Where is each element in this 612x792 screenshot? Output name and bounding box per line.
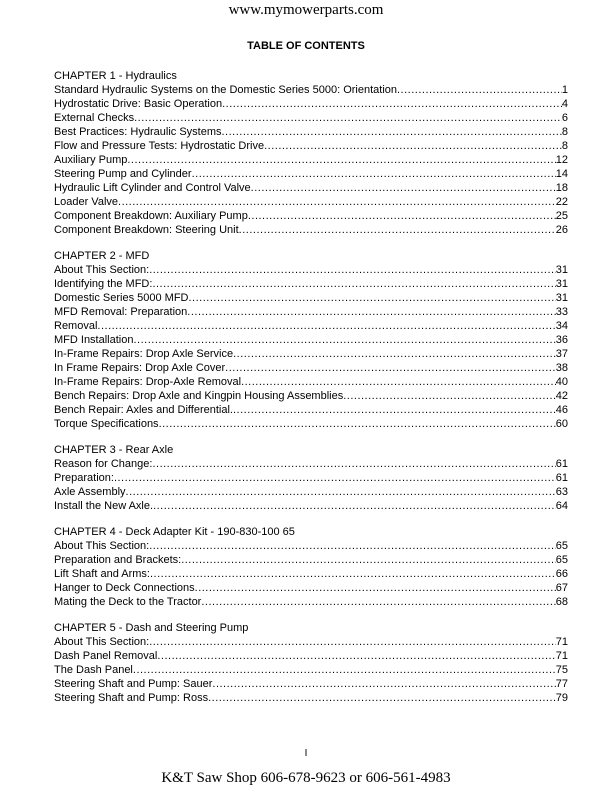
dot-leader (152, 457, 555, 471)
dot-leader (397, 83, 562, 97)
dot-leader (187, 305, 555, 319)
dot-leader (134, 111, 562, 125)
toc-entry-title: Component Breakdown: Auxiliary Pump (54, 210, 248, 222)
dot-leader (222, 125, 562, 139)
toc-entry-title: The Dash Panel (54, 664, 133, 676)
toc-chapter (54, 621, 568, 705)
toc-entry[interactable] (54, 485, 568, 499)
toc-entry-title: Axle Assembly (54, 486, 126, 498)
toc-entry-page: 6 (561, 112, 568, 124)
toc-entry-page: 18 (555, 182, 568, 194)
toc-entry-page: 4 (561, 98, 568, 110)
toc-entry-title: Hydrostatic Drive: Basic Operation (54, 98, 223, 110)
toc-entry-title: Removal (54, 320, 98, 332)
dot-leader (133, 663, 556, 677)
toc-entry-title: Loader Valve (54, 196, 119, 208)
toc-entry[interactable] (54, 97, 568, 111)
toc-entry-title: Steering Shaft and Pump: Sauer (54, 678, 213, 690)
toc-chapter (54, 249, 568, 431)
toc-entry-title: Dash Panel Removal (54, 650, 158, 662)
toc-entry-title: Bench Repairs: Drop Axle and Kingpin Housing Assemblies (54, 390, 344, 402)
toc-entry[interactable] (54, 361, 568, 375)
toc-entry-title: Standard Hydraulic Systems on the Domestic Series 5000: Orientation (54, 84, 397, 96)
toc-entry-page: 1 (561, 84, 568, 96)
toc-entry[interactable] (54, 663, 568, 677)
toc-entry-title: Best Practices: Hydraulic Systems (54, 126, 222, 138)
toc-entry[interactable] (54, 649, 568, 663)
toc-entry-title: Auxiliary Pump (54, 154, 128, 166)
dot-leader (195, 581, 556, 595)
dot-leader (233, 347, 556, 361)
toc-entry-title: In Frame Repairs: Drop Axle Cover (54, 362, 226, 374)
dot-leader (152, 277, 555, 291)
toc-entry-title: Bench Repair: Axles and Differential. (54, 404, 233, 416)
chapter-heading: CHAPTER 4 - Deck Adapter Kit - 190-830-100 65 (54, 526, 295, 538)
toc-entry[interactable] (54, 375, 568, 389)
toc-title: TABLE OF CONTENTS (247, 40, 365, 52)
toc-entry[interactable] (54, 403, 568, 417)
dot-leader (126, 485, 556, 499)
dot-leader (212, 677, 555, 691)
dot-leader (157, 649, 555, 663)
toc-entry[interactable] (54, 567, 568, 581)
toc-entry[interactable] (54, 83, 568, 97)
toc-entry-title: In-Frame Repairs: Drop Axle Service (54, 348, 234, 360)
header-url: www.mymowerparts.com (228, 2, 384, 18)
toc-entry-page: 64 (555, 500, 568, 512)
toc-entry-page: 61 (555, 458, 568, 470)
chapter-heading: CHAPTER 1 - Hydraulics (54, 70, 177, 82)
toc-entry-page: 77 (555, 678, 568, 690)
toc-entry-title: Reason for Change: (54, 458, 153, 470)
dot-leader (239, 223, 556, 237)
toc-entry-title: Install the New Axle. (54, 500, 154, 512)
table-of-contents (54, 69, 568, 717)
toc-entry-page: 71 (555, 636, 568, 648)
toc-entry-title: External Checks (54, 112, 135, 124)
toc-entry-page: 40 (555, 376, 568, 388)
toc-entry-page: 67 (555, 582, 568, 594)
chapter-heading: CHAPTER 5 - Dash and Steering Pump (54, 622, 249, 634)
toc-entry-title: Hanger to Deck Connections (54, 582, 195, 594)
toc-entry-title: Preparation and Brackets: (54, 554, 182, 566)
dot-leader (159, 417, 556, 431)
toc-entry[interactable] (54, 635, 568, 649)
toc-entry-page: 42 (555, 390, 568, 402)
toc-entry[interactable] (54, 347, 568, 361)
toc-entry-page: 34 (555, 320, 568, 332)
dot-leader (97, 319, 555, 333)
toc-entry-title: Steering Shaft and Pump: Ross (54, 692, 209, 704)
toc-entry-page: 26 (555, 224, 568, 236)
toc-entry-page: 25 (555, 210, 568, 222)
dot-leader (343, 389, 556, 403)
dot-leader (251, 181, 556, 195)
dot-leader (118, 195, 556, 209)
toc-entry[interactable] (54, 457, 568, 471)
toc-entry-title: Domestic Series 5000 MFD (54, 292, 189, 304)
toc-entry[interactable] (54, 471, 568, 485)
toc-entry[interactable] (54, 389, 568, 403)
toc-entry-title: Preparation: (54, 472, 114, 484)
toc-entry[interactable] (54, 181, 568, 195)
toc-entry-title: About This Section: (54, 540, 150, 552)
toc-entry-title: Component Breakdown: Steering Unit (54, 224, 239, 236)
toc-entry-title: In-Frame Repairs: Drop-Axle Removal (54, 376, 242, 388)
dot-leader (149, 635, 556, 649)
toc-entry-title: About This Section: (54, 264, 150, 276)
chapter-heading: CHAPTER 2 - MFD (54, 250, 150, 262)
toc-entry[interactable] (54, 553, 568, 567)
toc-entry-title: Lift Shaft and Arms: (54, 568, 150, 580)
dot-leader (189, 291, 556, 305)
toc-entry[interactable] (54, 167, 568, 181)
toc-entry-page: 60 (555, 418, 568, 430)
toc-entry[interactable] (54, 291, 568, 305)
toc-entry-title: Flow and Pressure Tests: Hydrostatic Drive (54, 140, 265, 152)
toc-entry-title: Hydraulic Lift Cylinder and Control Valve (54, 182, 251, 194)
dot-leader (149, 539, 556, 553)
toc-entry-page: 68 (555, 596, 568, 608)
dot-leader (201, 595, 555, 609)
toc-entry[interactable] (54, 305, 568, 319)
page-number: I (304, 748, 308, 759)
dot-leader (233, 403, 556, 417)
toc-entry-page: 31 (555, 278, 568, 290)
toc-entry-page: 8 (561, 140, 568, 152)
toc-entry-title: Identifying the MFD: (54, 278, 153, 290)
toc-entry-page: 65 (555, 554, 568, 566)
toc-entry-title: MFD Installation (54, 334, 134, 346)
toc-entry[interactable] (54, 333, 568, 347)
footer-contact: K&T Saw Shop 606-678-9623 or 606-561-4983 (161, 770, 451, 786)
toc-entry[interactable] (54, 581, 568, 595)
dot-leader (192, 167, 556, 181)
dot-leader (248, 209, 556, 223)
toc-entry[interactable] (54, 319, 568, 333)
toc-chapter (54, 69, 568, 237)
toc-entry[interactable] (54, 277, 568, 291)
toc-entry-page: 12 (555, 154, 568, 166)
toc-entry-page: 61 (555, 472, 568, 484)
dot-leader (127, 153, 555, 167)
dot-leader (264, 139, 562, 153)
toc-entry-page: 8 (561, 126, 568, 138)
toc-entry-page: 71 (555, 650, 568, 662)
toc-entry-page: 36 (555, 334, 568, 346)
toc-entry-page: 31 (555, 292, 568, 304)
toc-entry-page: 66 (555, 568, 568, 580)
toc-entry[interactable] (54, 125, 568, 139)
toc-entry-title: Torque Specifications (54, 418, 159, 430)
toc-chapter (54, 443, 568, 513)
toc-entry-page: 46 (555, 404, 568, 416)
toc-entry[interactable] (54, 195, 568, 209)
toc-entry-page: 31 (555, 264, 568, 276)
toc-entry[interactable] (54, 139, 568, 153)
toc-entry-title: Steering Pump and Cylinder (54, 168, 192, 180)
toc-entry[interactable] (54, 209, 568, 223)
toc-entry-page: 75 (555, 664, 568, 676)
toc-entry-page: 63 (555, 486, 568, 498)
toc-entry[interactable] (54, 223, 568, 237)
toc-entry-page: 22 (555, 196, 568, 208)
dot-leader (222, 97, 562, 111)
dot-leader (114, 471, 556, 485)
toc-entry[interactable] (54, 677, 568, 691)
toc-chapter (54, 525, 568, 609)
toc-entry[interactable] (54, 111, 568, 125)
toc-entry-page: 33 (555, 306, 568, 318)
dot-leader (150, 567, 556, 581)
dot-leader (181, 553, 556, 567)
toc-entry-page: 65 (555, 540, 568, 552)
chapter-heading: CHAPTER 3 - Rear Axle (54, 444, 174, 456)
toc-entry[interactable] (54, 539, 568, 553)
dot-leader (241, 375, 556, 389)
dot-leader (149, 263, 556, 277)
toc-entry-page: 37 (555, 348, 568, 360)
dot-leader (133, 333, 555, 347)
toc-entry[interactable] (54, 595, 568, 609)
dot-leader (153, 499, 556, 513)
toc-entry-page: 38 (555, 362, 568, 374)
toc-entry-title: MFD Removal: Preparation (54, 306, 188, 318)
toc-entry[interactable] (54, 499, 568, 513)
toc-entry[interactable] (54, 263, 568, 277)
dot-leader (208, 691, 556, 705)
dot-leader (225, 361, 556, 375)
toc-entry-title: About This Section: (54, 636, 150, 648)
toc-entry[interactable] (54, 153, 568, 167)
toc-entry[interactable] (54, 691, 568, 705)
toc-entry-title: Mating the Deck to the Tractor (54, 596, 202, 608)
toc-entry-page: 14 (555, 168, 568, 180)
toc-entry[interactable] (54, 417, 568, 431)
toc-entry-page: 79 (555, 692, 568, 704)
